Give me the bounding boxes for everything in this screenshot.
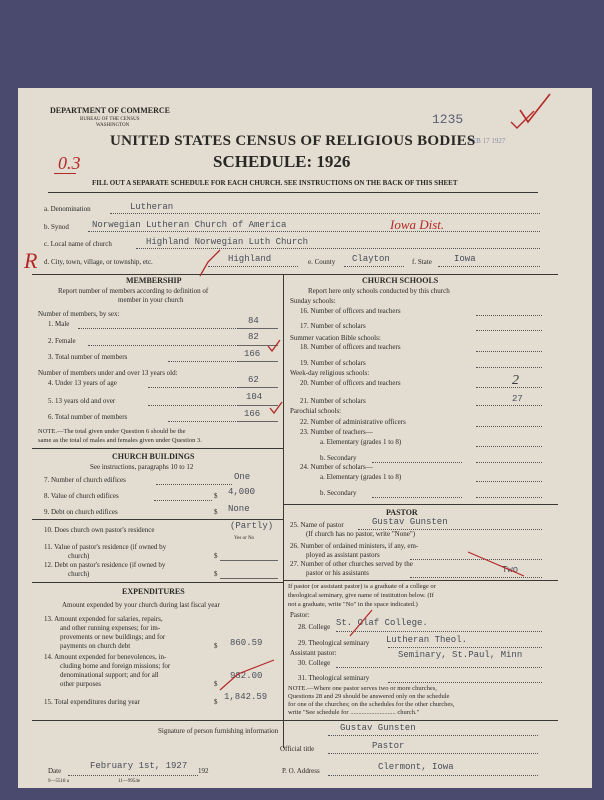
- male-rule: [238, 328, 278, 329]
- official-title-value: Pastor: [372, 741, 405, 751]
- buildings-sub: See instructions, paragraphs 10 to 12: [90, 463, 194, 471]
- red-pen-mark-pastor: [466, 548, 526, 578]
- checkmark-icon-small: [508, 108, 538, 130]
- q24b-label: b. Secondary: [320, 489, 357, 497]
- q14-dollar: $: [214, 680, 218, 688]
- q18-label: 18. Number of officers and teachers: [300, 343, 401, 351]
- graduate-note-2: theological seminary, give name of institution below. (If: [288, 592, 434, 599]
- q11-label-b: church): [68, 552, 90, 560]
- pastor-sub-label: Pastor:: [290, 611, 310, 619]
- q12-label-b: church): [68, 570, 90, 578]
- handwritten-code: 0.3: [58, 153, 81, 173]
- membership-heading: MEMBERSHIP: [126, 276, 182, 285]
- city-label: d. City, town, village, or township, etc.: [44, 258, 153, 266]
- q7-line: [156, 484, 232, 485]
- total3-line: [168, 361, 238, 362]
- department-label: DEPARTMENT OF COMMERCE: [50, 106, 171, 115]
- q14-label-c: denominational support; and for all: [60, 671, 159, 679]
- rule-residence: [32, 519, 283, 520]
- q20-label: 20. Number of officers and teachers: [300, 379, 401, 387]
- q23b-label: b. Secondary: [320, 454, 357, 462]
- q30-line: [336, 667, 542, 668]
- q24-label: 24. Number of scholars—: [300, 463, 373, 471]
- q23a-line: [476, 446, 542, 447]
- official-title-label: Official title: [280, 745, 315, 753]
- q11-label-a: 11. Value of pastor's residence (if owned by: [44, 543, 167, 551]
- total3-rule: [238, 361, 278, 362]
- q22-label: 22. Number of administrative officers: [300, 418, 406, 426]
- red-pen-mark-college: [346, 608, 376, 638]
- q29-value: Lutheran Theol.: [386, 635, 468, 645]
- q15-value: 1,842.59: [224, 692, 268, 702]
- checkmark-icon-total: [266, 338, 282, 354]
- rule-pastor: [283, 504, 558, 505]
- q27-value: Two: [502, 565, 519, 575]
- male-value: 84: [248, 316, 259, 326]
- q27-label-a: 27. Number of other churches served by the: [290, 560, 413, 568]
- q24a-label: a. Elementary (grades 1 to 8): [320, 473, 402, 481]
- local-name-line: [136, 248, 540, 249]
- over13-value: 104: [246, 392, 263, 402]
- male-line: [78, 328, 238, 329]
- q7-label: 7. Number of church edifices: [44, 476, 126, 484]
- official-title-line: [328, 753, 538, 754]
- date-label: Date: [48, 767, 62, 775]
- date-value: February 1st, 1927: [90, 761, 188, 771]
- q23b-line: [372, 462, 462, 463]
- under13-label: 4. Under 13 years of age: [48, 379, 117, 387]
- signature-value: Gustav Gunsten: [340, 723, 416, 733]
- q24a-line: [476, 481, 542, 482]
- checkmark-icon-total6: [268, 400, 284, 416]
- q12-rule: [220, 578, 278, 579]
- synod-label: b. Synod: [44, 223, 69, 231]
- city-value: Highland: [228, 254, 272, 264]
- washington-label: WASHINGTON: [96, 123, 130, 128]
- po-address-value: Clermont, Iowa: [378, 762, 454, 772]
- membership-note-2: same as the total of males and females given under Question 3.: [38, 437, 202, 444]
- q23a-label: a. Elementary (grades 1 to 8): [320, 438, 402, 446]
- q25-note: (If church has no pastor, write "None"): [306, 530, 416, 538]
- total6-rule: [238, 421, 278, 422]
- q23b-col-line: [476, 462, 542, 463]
- county-label: e. County: [308, 258, 336, 266]
- state-label: f. State: [412, 258, 432, 266]
- q28-label: 28. College: [298, 623, 331, 631]
- serial-number: 1235: [432, 112, 464, 127]
- pastor-heading: PASTOR: [386, 508, 418, 517]
- female-value: 82: [248, 332, 259, 342]
- form-number-1: 9—5518 a: [48, 779, 69, 784]
- pastor-note-3: for one of the churches; on the schedules for the other churches,: [288, 701, 455, 708]
- denomination-line: [110, 213, 540, 214]
- local-name-value: Highland Norwegian Luth Church: [146, 237, 309, 247]
- assistant-pastor-label: Assistant pastor:: [290, 649, 337, 657]
- date-year-suffix: 192: [198, 767, 209, 775]
- q22-line: [476, 426, 542, 427]
- signature-line: [328, 735, 538, 736]
- state-value: Iowa: [454, 254, 476, 264]
- q12-dollar: $: [214, 570, 218, 578]
- schedule-title: SCHEDULE: 1926: [213, 152, 351, 171]
- q17-line: [476, 330, 542, 331]
- q16-line: [476, 315, 542, 316]
- header-rule: [48, 192, 538, 193]
- pastor-note-4: write "See schedule for ............................ church.": [288, 709, 420, 716]
- q31-line: [388, 682, 542, 683]
- denomination-label: a. Denomination: [44, 205, 91, 213]
- rule-graduate: [283, 580, 558, 581]
- q8-line: [154, 500, 212, 501]
- pen-stroke-icon: [198, 248, 224, 278]
- male-label: 1. Male: [48, 320, 70, 328]
- instructions-line: FILL OUT A SEPARATE SCHEDULE FOR EACH CHURCH. SEE INSTRUCTIONS ON THE BACK OF THIS SHEET: [92, 179, 458, 187]
- q8-dollar: $: [214, 492, 218, 500]
- q19-label: 19. Number of scholars: [300, 359, 366, 367]
- q17-label: 17. Number of scholars: [300, 322, 366, 330]
- received-stamp: FEB 17 1927: [468, 137, 506, 145]
- q20-value: 2: [512, 373, 519, 388]
- sunday-schools-label: Sunday schools:: [290, 297, 336, 305]
- expenditures-sub: Amount expended by your church during last fiscal year: [62, 601, 220, 609]
- q11-rule: [220, 560, 278, 561]
- q29-line: [388, 647, 542, 648]
- buildings-heading: CHURCH BUILDINGS: [112, 452, 195, 461]
- q9-dollar: $: [214, 508, 218, 516]
- q25-value: Gustav Gunsten: [372, 517, 448, 527]
- census-form-sheet: [18, 88, 592, 788]
- yes-no-hint: Yes or No: [234, 536, 255, 541]
- date-line: [68, 775, 198, 776]
- handwritten-r: R: [24, 248, 38, 273]
- rule-footer: [32, 720, 558, 721]
- q13-label-c: provements or new buildings; and for: [60, 633, 166, 641]
- synod-line: [88, 231, 540, 232]
- q14-label-b: cluding home and foreign missions; for: [60, 662, 171, 670]
- rule-expenditures: [32, 582, 283, 583]
- q20-line: [476, 387, 542, 388]
- parochial-schools-label: Parochial schools:: [290, 407, 342, 415]
- schools-sub: Report here only schools conducted by this church: [308, 287, 450, 295]
- q8-value: 4,000: [228, 487, 256, 497]
- q9-value: None: [228, 504, 250, 514]
- q8-label: 8. Value of church edifices: [44, 492, 119, 500]
- form-number-2: 11—9954e: [118, 779, 141, 784]
- q15-dollar: $: [214, 698, 218, 706]
- age-intro: Number of members under and over 13 years old:: [38, 369, 178, 377]
- red-underline: [54, 173, 76, 174]
- q19-line: [476, 367, 542, 368]
- county-line: [344, 266, 404, 267]
- denomination-value: Lutheran: [130, 202, 174, 212]
- form-title: UNITED STATES CENSUS OF RELIGIOUS BODIES: [110, 133, 476, 149]
- section-rule: [32, 274, 558, 275]
- signature-label: Signature of person furnishing information: [158, 727, 279, 735]
- q21-value: 27: [512, 394, 523, 404]
- q13-label-d: payments on church debt: [60, 642, 131, 650]
- q11-dollar: $: [214, 552, 218, 560]
- q13-value: 860.59: [230, 638, 263, 648]
- q9-label: 9. Debt on church edifices: [44, 508, 118, 516]
- red-pen-mark: [218, 656, 278, 692]
- membership-intro-1: Report number of members according to definition of: [58, 287, 209, 295]
- q25-label: 25. Name of pastor: [290, 521, 344, 529]
- over13-line: [148, 405, 238, 406]
- q23-label: 23. Number of teachers—: [300, 428, 373, 436]
- under13-line: [148, 387, 238, 388]
- expenditures-heading: EXPENDITURES: [122, 587, 185, 596]
- total6-value: 166: [244, 409, 261, 419]
- total3-value: 166: [244, 349, 261, 359]
- total6-line: [168, 421, 238, 422]
- bureau-label: BUREAU OF THE CENSUS: [80, 117, 140, 122]
- pastor-note-2: Questions 28 and 29 should be answered only on the schedule: [288, 693, 450, 700]
- q30-label: 30. College: [298, 659, 331, 667]
- q18-line: [476, 351, 542, 352]
- synod-note: Iowa Dist.: [390, 217, 445, 232]
- column-divider: [283, 274, 284, 748]
- pastor-note-1: NOTE.—Where one pastor serves two or more churches,: [288, 685, 437, 692]
- q29-label: 29. Theological seminary: [298, 639, 370, 647]
- q24b-col-line: [476, 497, 542, 498]
- q13-label-b: and other running expenses; for im-: [60, 624, 161, 632]
- q21-label: 21. Number of scholars: [300, 397, 366, 405]
- po-address-line: [328, 775, 538, 776]
- county-value: Clayton: [352, 254, 390, 264]
- q14-value: 982.00: [230, 671, 263, 681]
- q27-label-b: pastor or his assistants: [306, 569, 369, 577]
- q13-dollar: $: [214, 642, 218, 650]
- graduate-note-3: not a graduate, write "No" in the space indicated.): [288, 601, 418, 608]
- over13-label: 5. 13 years old and over: [48, 397, 116, 405]
- female-label: 2. Female: [48, 337, 76, 345]
- q10-label: 10. Does church own pastor's residence: [44, 526, 155, 534]
- schools-heading: CHURCH SCHOOLS: [362, 276, 439, 285]
- q15-label: 15. Total expenditures during year: [44, 698, 140, 706]
- under13-rule: [238, 387, 278, 388]
- female-line: [88, 345, 238, 346]
- synod-value: Norwegian Lutheran Church of America: [92, 220, 287, 230]
- rule-buildings: [32, 448, 283, 449]
- q12-label-a: 12. Debt on pastor's residence (if owned by: [44, 561, 166, 569]
- q7-value: One: [234, 472, 251, 482]
- local-name-label: c. Local name of church: [44, 240, 112, 248]
- q31-label: 31. Theological seminary: [298, 674, 370, 682]
- q26-label-a: 26. Number of ordained ministers, if any, em-: [290, 542, 419, 550]
- q13-label-a: 13. Amount expended for salaries, repairs,: [44, 615, 163, 623]
- q10-value: (Partly): [230, 521, 274, 531]
- q26-label-b: ployed as assistant pastors: [306, 551, 380, 559]
- weekday-schools-label: Week-day religious schools:: [290, 369, 370, 377]
- under13-value: 62: [248, 375, 259, 385]
- summer-schools-label: Summer vacation Bible schools:: [290, 334, 381, 342]
- total6-label: 6. Total number of members: [48, 413, 128, 421]
- q14-label-a: 14. Amount expended for benevolences, in-: [44, 653, 167, 661]
- state-line: [438, 266, 540, 267]
- graduate-note-1: If pastor (or assistant pastor) is a graduate of a college or: [288, 583, 436, 590]
- membership-intro-2: member in your church: [118, 296, 184, 304]
- total3-label: 3. Total number of members: [48, 353, 128, 361]
- q28-value: St. Olaf College.: [336, 618, 428, 628]
- po-address-label: P. O. Address: [282, 767, 320, 775]
- q29-continuation: Seminary, St.Paul, Minn: [398, 650, 523, 660]
- membership-note-1: NOTE.—The total given under Question 6 should be the: [38, 428, 186, 435]
- by-sex-label: Number of members, by sex:: [38, 310, 120, 318]
- q21-line: [476, 405, 542, 406]
- q24b-line: [372, 497, 462, 498]
- q14-label-d: other purposes: [60, 680, 102, 688]
- q16-label: 16. Number of officers and teachers: [300, 307, 401, 315]
